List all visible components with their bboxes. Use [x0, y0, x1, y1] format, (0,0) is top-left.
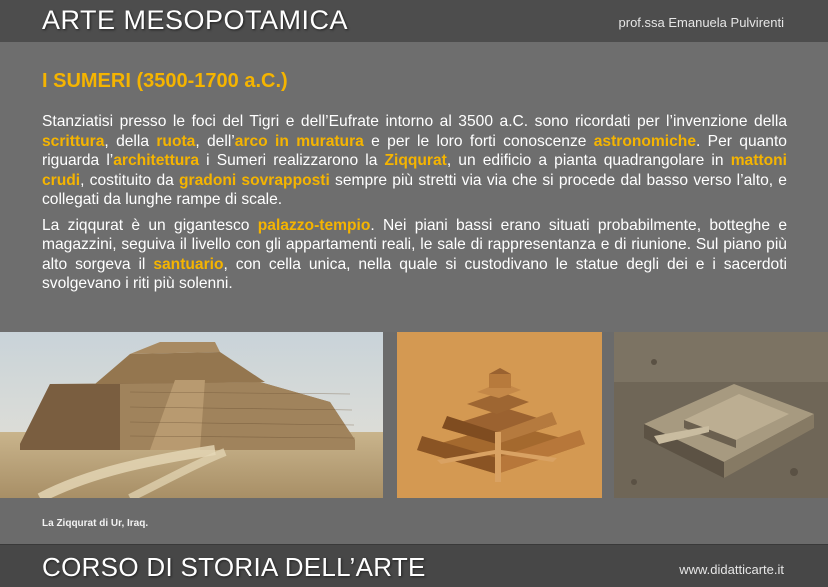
- highlight-term: ruota: [156, 132, 196, 150]
- text-run: , un edificio a pianta quadrangolare in: [446, 152, 731, 169]
- section-heading: I SUMERI (3500-1700 a.C.): [42, 70, 288, 92]
- highlight-term: scrittura: [42, 132, 105, 150]
- ziggurat-ur-photo: [0, 332, 383, 498]
- text-run: La ziqqurat è un gigantesco: [42, 216, 258, 234]
- text-run: i Sumeri realizzarono la: [199, 152, 385, 169]
- text-run: , costituito da: [80, 171, 180, 189]
- image-caption: La Ziqqurat di Ur, Iraq.: [42, 518, 149, 529]
- text-run: sempre più stretti via via che si procede dal basso verso l’alto, e collegati da lunghe rampe di scale.: [42, 171, 787, 208]
- ziggurat-aerial-photo: [614, 332, 828, 498]
- text-run: , con cella unica, nella quale si custodivano le statue degli dei e i sacerdoti svolgevano i riti più solenni.: [42, 255, 787, 292]
- highlight-term: architettura: [113, 152, 200, 169]
- highlight-term: Ziqqurat: [384, 152, 447, 169]
- website-link[interactable]: www.didatticarte.it: [679, 562, 784, 577]
- course-title: CORSO DI STORIA DELL’ARTE: [42, 552, 426, 582]
- highlight-term: astronomiche: [593, 132, 697, 150]
- text-run: , della: [104, 132, 157, 150]
- text-run: . Nei piani bassi erano situati probabilmente, botteghe e magazzini, seguiva il livello con gli appartamenti reali, le sale di rappresentanza e di riunione. Sul piano più alto sorgeva il: [42, 216, 787, 273]
- highlight-term: arco in muratura: [234, 132, 364, 150]
- text-run: e per le loro forti conoscenze: [363, 132, 594, 150]
- highlight-term: gradoni sovrapposti: [179, 171, 330, 189]
- highlight-term: mattoni crudi: [42, 152, 787, 189]
- highlight-term: palazzo-tempio: [257, 216, 371, 234]
- body-text: [42, 112, 787, 300]
- paragraph-1: [42, 112, 787, 210]
- slide-title: ARTE MESOPOTAMICA: [42, 5, 349, 35]
- highlight-term: santuario: [153, 255, 224, 273]
- text-run: . Per quanto riguarda l’: [42, 132, 787, 169]
- text-run: Stanziatisi presso le foci del Tigri e dell’Eufrate intorno al 3500 a.C. sono ricordati per l’invenzione della: [42, 113, 787, 130]
- paragraph-2: [42, 216, 787, 294]
- author-name: prof.ssa Emanuela Pulvirenti: [618, 15, 784, 30]
- footer-bar: [0, 544, 828, 587]
- text-run: , dell’: [195, 132, 235, 150]
- ziggurat-reconstruction-image: [397, 332, 602, 498]
- header-bar: [0, 0, 828, 43]
